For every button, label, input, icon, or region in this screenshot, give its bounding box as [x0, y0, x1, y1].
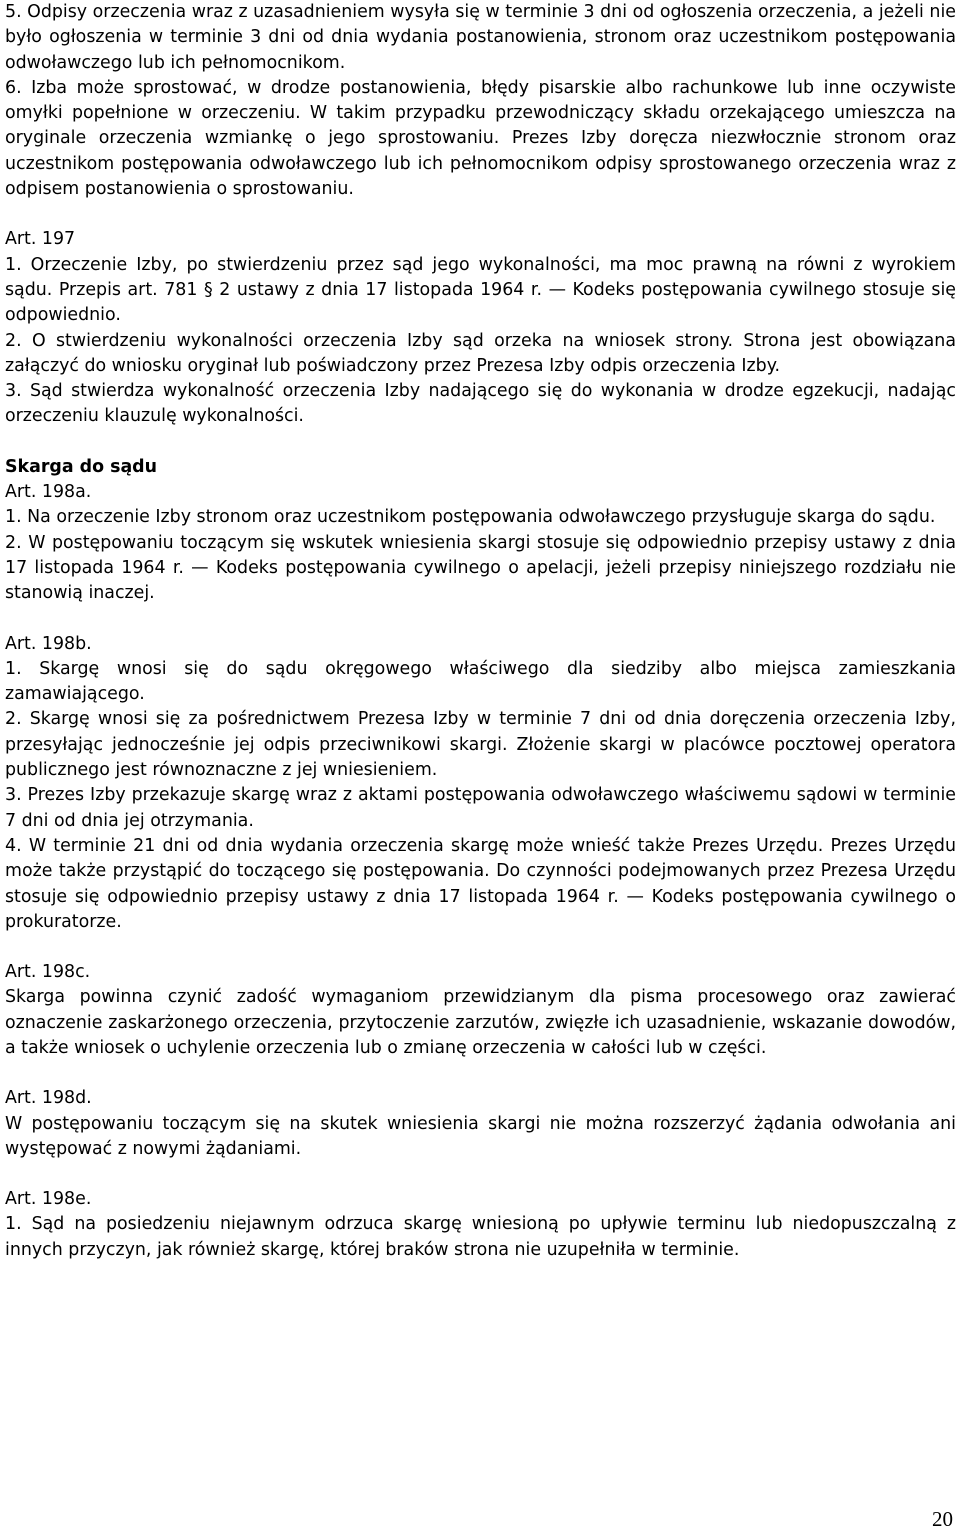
art198c-item-1: Skarga powinna czynić zadość wymaganiom przewidzianym dla pisma procesowego oraz zawierać oznaczenie zaskarżonego orzeczenia, przytoczenie zarzutów, zwięzłe ich uzasadnienie, wskazanie dowodów, a także wniosek o uchylenie orzeczenia lub o zmianę orzeczenia w całości lub w części.: [5, 987, 956, 1058]
section-heading: Skarga do sądu: [5, 456, 158, 477]
art197-item-2: 2. O stwierdzeniu wykonalności orzeczenia Izby sąd orzeka na wniosek strony. Strona jest obowiązana załączyć do wniosku oryginał lub poświadczony przez Prezesa Izby odpis orzeczenia Izby.: [5, 330, 956, 376]
art198b-item-4: 4. W terminie 21 dni od dnia wydania orzeczenia skargę może wnieść także Prezes Urzędu. Prezes Urzędu może także przystąpić do toczącego się postępowania. Do czynności podejmowanych przez Prezesa Urzędu stosuje się odpowiednio przepisy ustawy z dnia 17 listopada 1964 r. — Kodeks postępowania cywilnego o prokuratorze.: [5, 835, 956, 932]
art198e-item-1: 1. Sąd na posiedzeniu niejawnym odrzuca skargę wniesioną po upływie terminu lub niedopuszczalną z innych przyczyn, jak również skargę, której braków strona nie uzupełniła w terminie.: [5, 1214, 956, 1260]
article-title-197: Art. 197: [5, 229, 76, 250]
art198a-item-1: 1. Na orzeczenie Izby stronom oraz uczestnikom postępowania odwoławczego przysługuje skarga do sądu.: [5, 507, 936, 528]
spacer: [5, 1061, 956, 1086]
document-page: [5, 0, 956, 1263]
article-title-198a: Art. 198a.: [5, 482, 92, 503]
art197-item-1: 1. Orzeczenie Izby, po stwierdzeniu przez sąd jego wykonalności, ma moc prawną na równi z wyrokiem sądu. Przepis art. 781 § 2 ustawy z dnia 17 listopada 1964 r. — Kodeks postępowania cywilnego stosuje się odpowiednio.: [5, 254, 956, 326]
article-title-198d: Art. 198d.: [5, 1088, 92, 1109]
art198d-item-1: W postępowaniu toczącym się na skutek wniesienia skargi nie można rozszerzyć żądania odwołania ani występować z nowymi żądaniami.: [5, 1113, 956, 1159]
spacer: [5, 607, 956, 632]
spacer: [5, 935, 956, 960]
spacer: [5, 202, 956, 227]
spacer: [5, 1162, 956, 1187]
spacer: [5, 430, 956, 455]
art198b-item-1: 1. Skargę wnosi się do sądu okręgowego właściwego dla siedziby albo miejsca zamieszkania zamawiającego.: [5, 658, 956, 705]
paragraph-5: 5. Odpisy orzeczenia wraz z uzasadnieniem wysyła się w terminie 3 dni od ogłoszenia orzeczenia, a jeżeli nie było ogłoszenia w terminie 3 dni od dnia wydania postanowienia, stronom oraz uczestnikom postępowania odwoławczego lub ich pełnomocnikom.: [5, 2, 956, 73]
page-number: 20: [932, 1507, 953, 1531]
paragraph-6: 6. Izba może sprostować, w drodze postanowienia, błędy pisarskie albo rachunkowe lub inne oczywiste omyłki popełnione w orzeczeniu. W takim przypadku przewodniczący składu orzekającego umieszcza na oryginale orzeczenia wzmiankę o jego sprostowaniu. Prezes Izby doręcza niezwłocznie stronom oraz uczestnikom postępowania odwoławczego lub ich pełnomocnikom odpisy sprostowanego orzeczenia wraz z odpisem postanowienia o sprostowaniu.: [5, 77, 956, 200]
art198a-item-2: 2. W postępowaniu toczącym się wskutek wniesienia skargi stosuje się odpowiednio przepisy ustawy z dnia 17 listopada 1964 r. — Kodeks postępowania cywilnego o apelacji, jeżeli przepisy niniejszego rozdziału nie stanowią inaczej.: [5, 532, 956, 604]
article-title-198c: Art. 198c.: [5, 962, 91, 983]
article-title-198e: Art. 198e.: [5, 1189, 92, 1210]
art198b-item-3: 3. Prezes Izby przekazuje skargę wraz z aktami postępowania odwoławczego właściwemu sądowi w terminie 7 dni od dnia jej otrzymania.: [5, 785, 956, 831]
article-title-198b: Art. 198b.: [5, 633, 92, 654]
art197-item-3: 3. Sąd stwierdza wykonalność orzeczenia Izby nadającego się do wykonania w drodze egzekucji, nadając orzeczeniu klauzulę wykonalności.: [5, 381, 956, 427]
art198b-item-2: 2. Skargę wnosi się za pośrednictwem Prezesa Izby w terminie 7 dni od dnia doręczenia orzeczenia Izby, przesyłając jednocześnie jej odpis przeciwnikowi skargi. Złożenie skargi w placówce pocztowej operatora publicznego jest równoznaczne z jej wniesieniem.: [5, 709, 956, 781]
